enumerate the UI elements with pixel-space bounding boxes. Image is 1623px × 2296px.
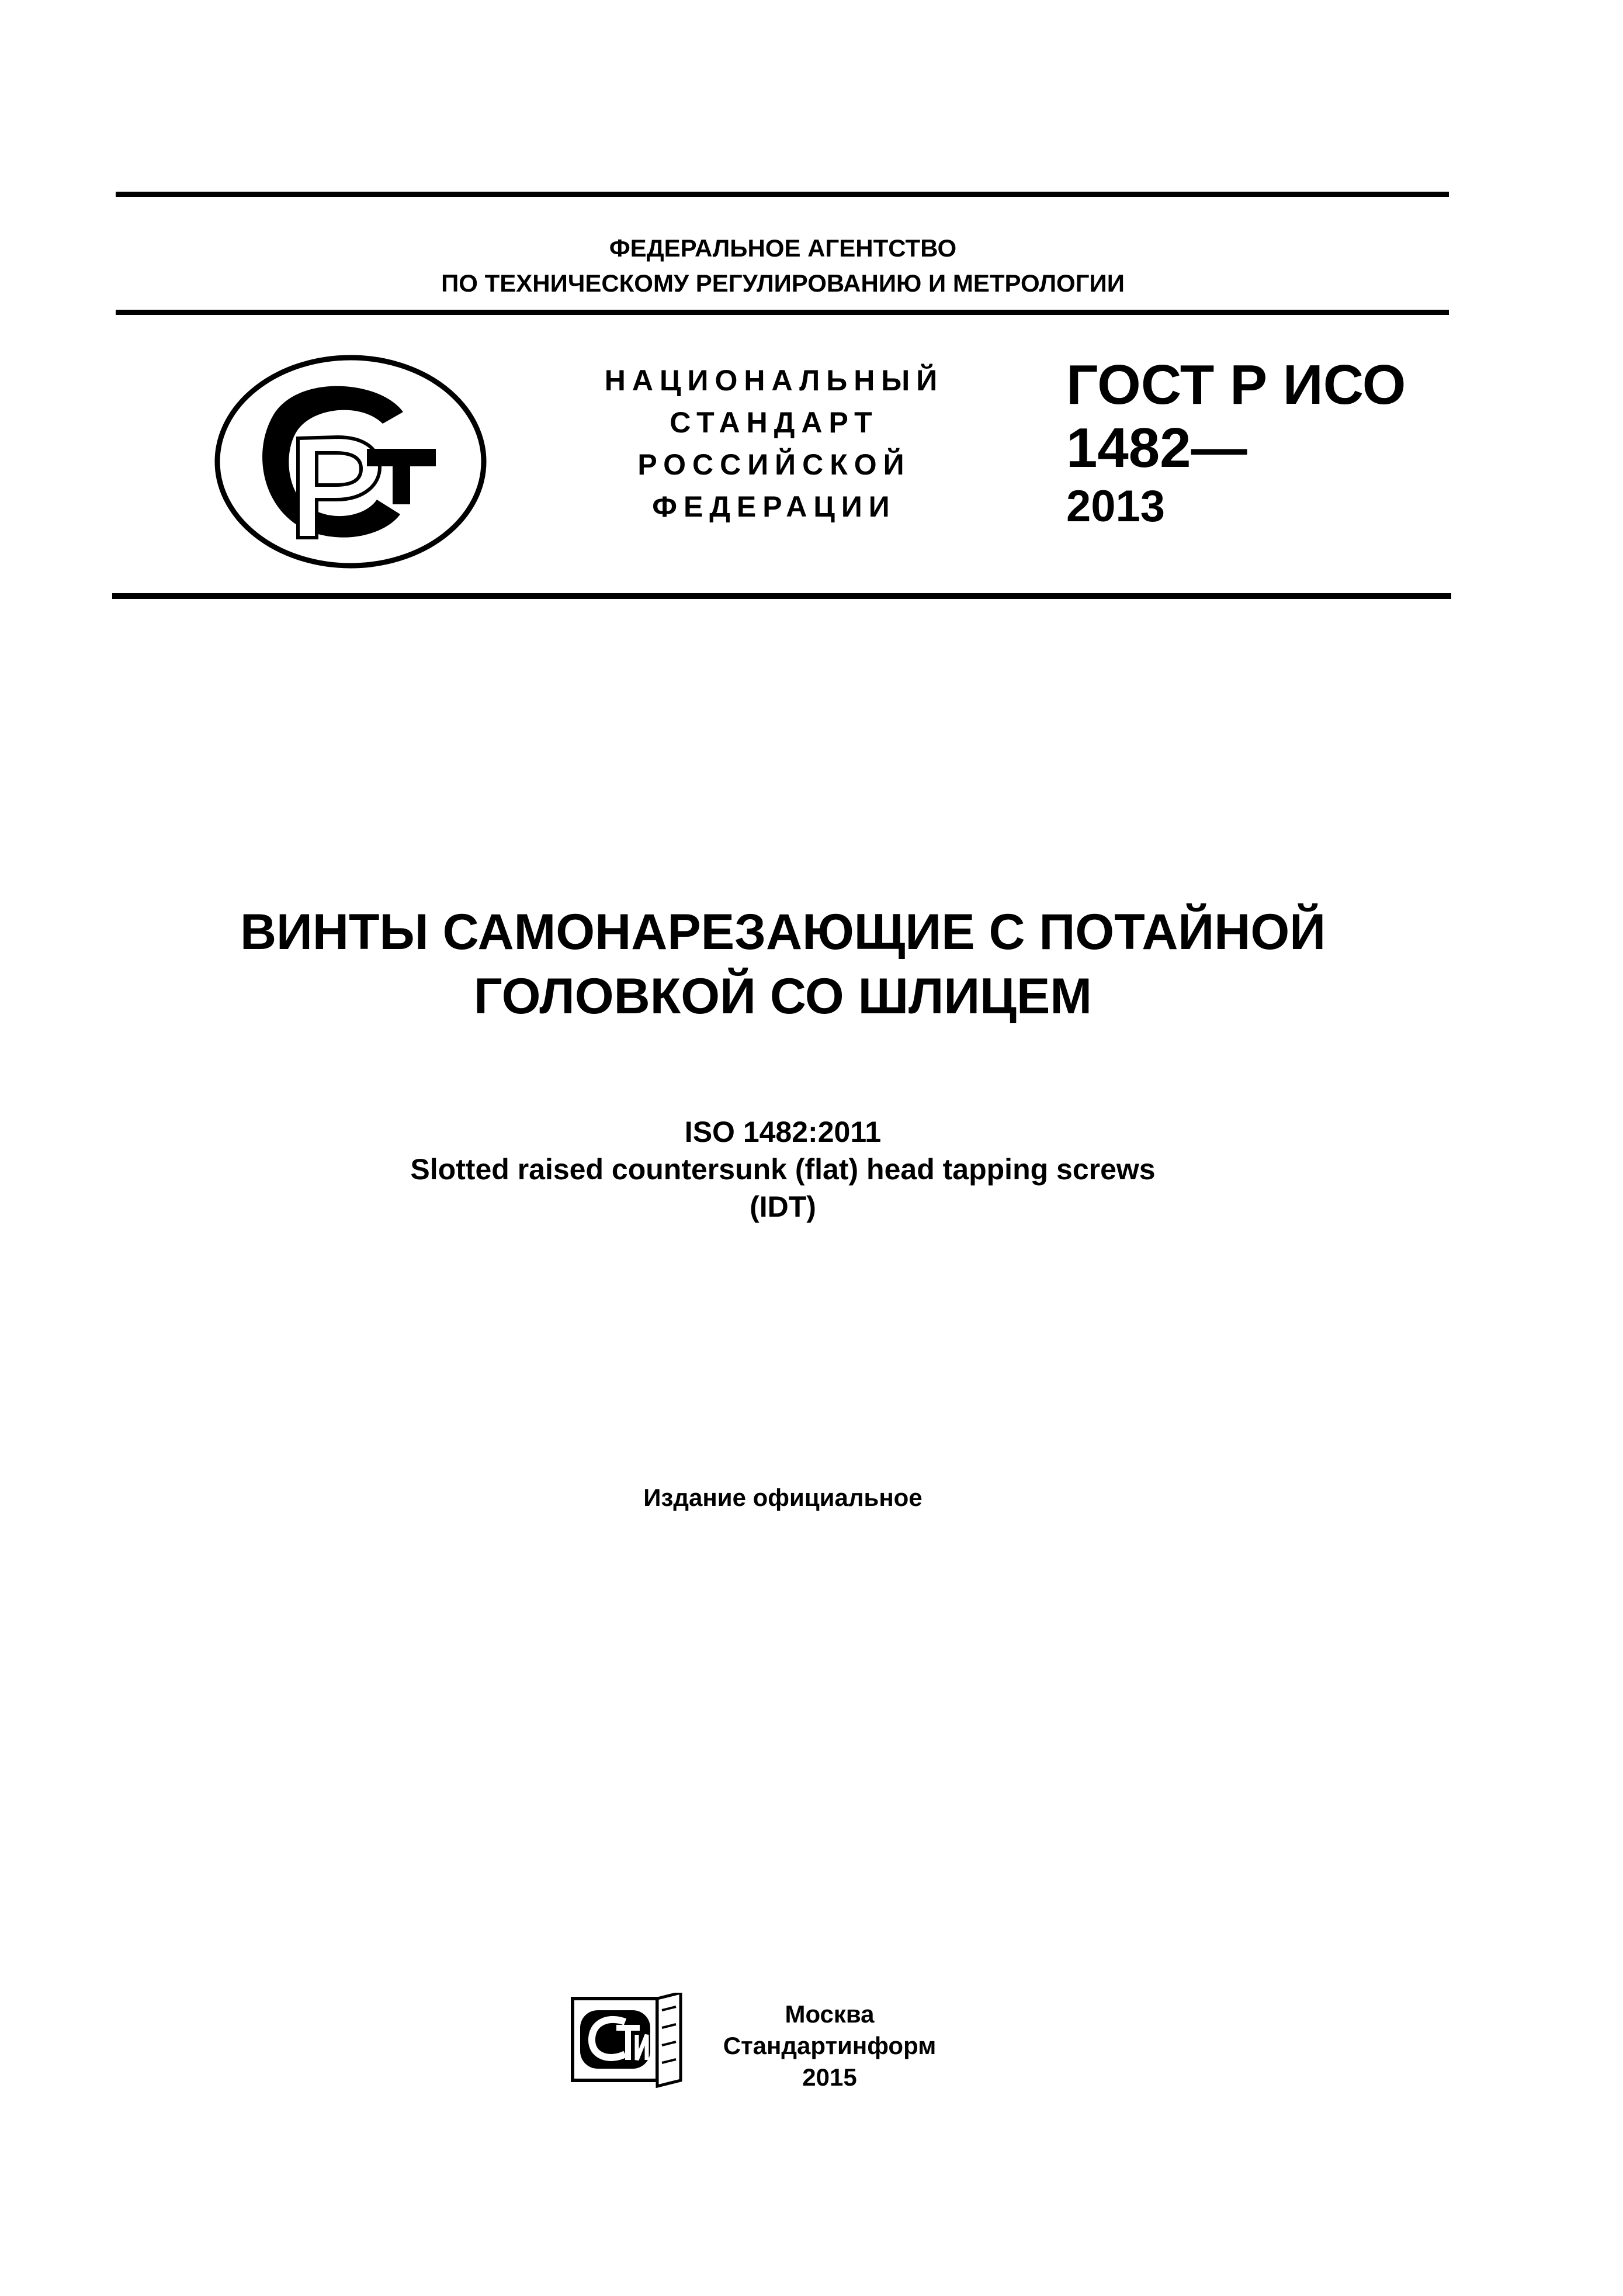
standard-designation: [1066, 354, 1417, 534]
standard-type-line-4: ФЕДЕРАЦИИ: [652, 490, 896, 523]
edition-label: Издание официальное: [643, 1484, 923, 1511]
iso-code: ISO 1482:2011: [684, 1116, 882, 1148]
title-line-2: ГОЛОВКОЙ СО ШЛИЦЕМ: [474, 968, 1092, 1024]
standard-type-line-2: СТАНДАРТ: [670, 406, 879, 439]
designation-line-2: 1482—: [1066, 417, 1247, 479]
standard-type-line-1: НАЦИОНАЛЬНЫЙ: [604, 364, 944, 397]
standartinform-logo-icon: [570, 1993, 686, 2089]
iso-degree: (IDT): [750, 1190, 816, 1223]
standard-type-line-3: РОССИЙСКОЙ: [637, 448, 911, 481]
agency-line-1: ФЕДЕРАЛЬНОЕ АГЕНТСТВО: [609, 234, 957, 262]
designation-year: 2013: [1066, 482, 1166, 531]
agency-line-2: ПО ТЕХНИЧЕСКОМУ РЕГУЛИРОВАНИЮ И МЕТРОЛОГИИ: [441, 269, 1125, 297]
publisher-city: Москва: [785, 2000, 875, 2028]
publisher-block: [701, 1999, 958, 2093]
header-top-rule: [116, 192, 1449, 197]
standard-type: [549, 359, 999, 528]
header-middle-rule: [116, 310, 1449, 315]
title-line-1: ВИНТЫ САМОНАРЕЗАЮЩИЕ С ПОТАЙНОЙ: [240, 904, 1326, 960]
document-title: [88, 900, 1478, 1028]
publisher-year: 2015: [802, 2063, 857, 2091]
agency-header: [117, 231, 1449, 301]
designation-line-1: ГОСТ Р ИСО: [1066, 354, 1406, 416]
rst-logo-icon: [210, 351, 491, 573]
iso-reference: [117, 1113, 1449, 1225]
iso-english-title: Slotted raised countersunk (flat) head tapping screws: [410, 1153, 1156, 1186]
publisher-name: Стандартинформ: [723, 2032, 937, 2059]
header-bottom-rule: [112, 593, 1451, 599]
